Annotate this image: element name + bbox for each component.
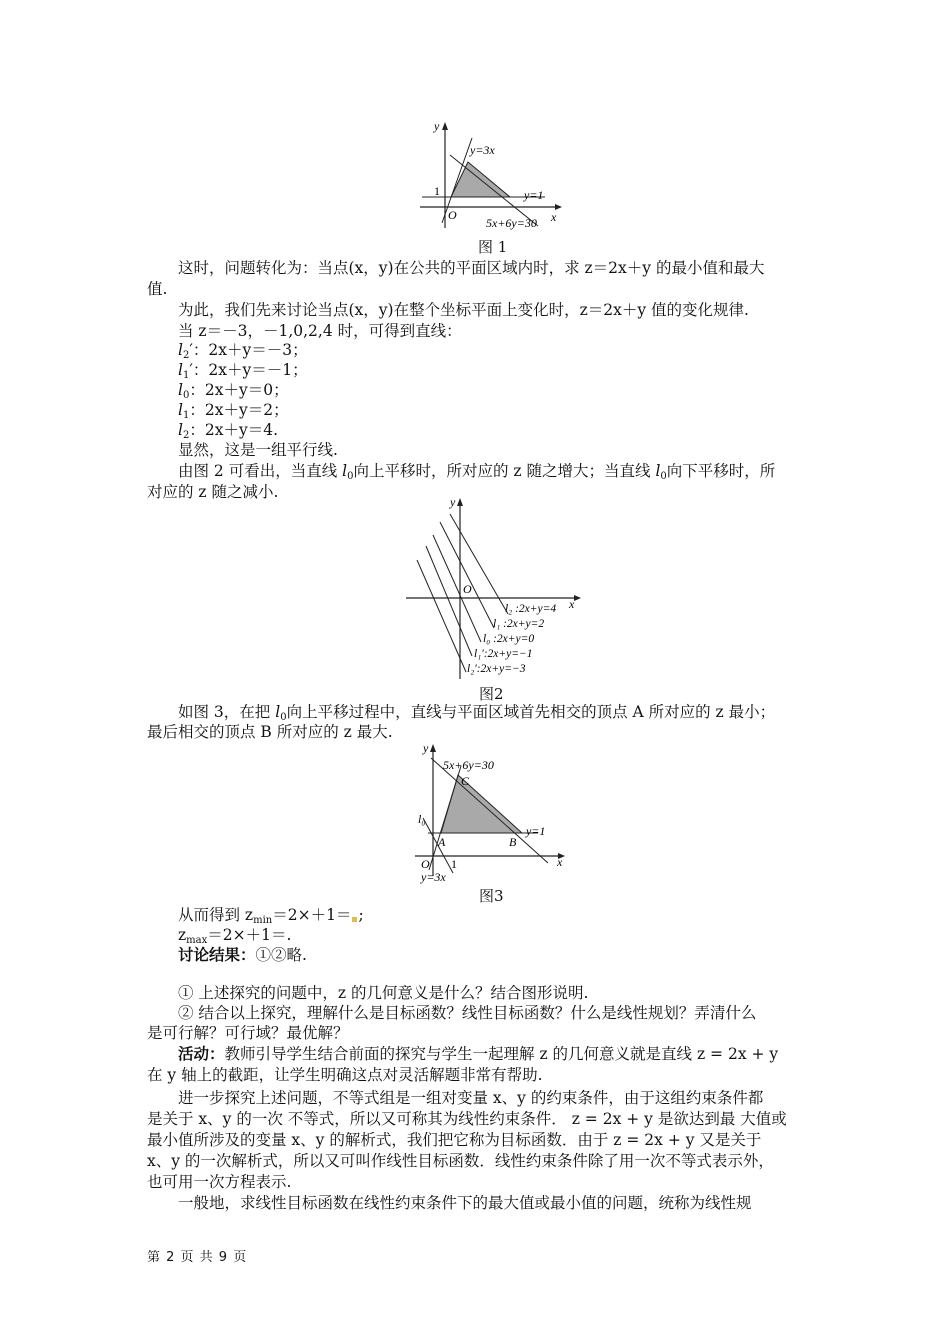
fig3-label-B: B xyxy=(509,835,517,849)
fig1-label-x: x xyxy=(551,210,557,224)
fig1-label-y1: y=1 xyxy=(524,188,544,202)
fig3-label-y3x: y=3x xyxy=(421,870,446,884)
fig1-label-O: O xyxy=(448,208,457,222)
fig3-label-C: C xyxy=(461,774,470,788)
fig2-label: l₁′:2x+y=−1 xyxy=(474,648,533,660)
fig1-label-line: 5x+6y=30 xyxy=(486,216,537,230)
paragraph-line: 最小值所涉及的变量 x、y 的解析式，我们把它称为目标函数．由于 z = 2x + y 又是关于 xyxy=(147,1131,762,1149)
discussion-result: 讨论结果：①②略. xyxy=(178,945,307,964)
figure-1-caption: 图 1 xyxy=(478,238,508,256)
fig2-label-y: y xyxy=(450,495,456,509)
fig2-label: l₂ :2x+y=4 xyxy=(505,603,557,615)
line-equation: $l_1$：2x＋y＝2； xyxy=(178,401,289,421)
paragraph-line: x、y 的一次解析式，所以又可叫作线性目标函数．线性约束条件除了用一次不等式表示外， xyxy=(147,1152,774,1170)
line-equation: $l_2$：2x＋y＝4. xyxy=(178,421,278,441)
paragraph-line: 对应的 z 随之减小. xyxy=(147,483,279,501)
paragraph-line: 进一步探究上述问题，不等式组是一组对变量 x、y 的约束条件，由于这组约束条件都 xyxy=(178,1089,764,1107)
fig3-label-x: x xyxy=(557,855,563,869)
paragraph-line: 一般地，求线性目标函数在线性约束条件下的最大值或最小值的问题，统称为线性规 xyxy=(178,1194,752,1212)
line-equation: $l_2'$：2x＋y＝－3； xyxy=(178,341,308,361)
fig1-label-y3x: y=3x xyxy=(470,143,495,157)
figure-3-caption: 图3 xyxy=(479,887,504,905)
fig3-label-y: y xyxy=(423,741,429,755)
figure-2-caption: 图2 xyxy=(479,685,504,703)
figure-3 xyxy=(413,738,573,888)
paragraph-line: 显然，这是一组平行线. xyxy=(178,441,338,459)
page-footer: 第 2 页 共 9 页 xyxy=(147,1250,248,1265)
paragraph-line: 也可用一次方程表示. xyxy=(147,1173,292,1191)
paragraph-line: 这时，问题转化为：当点(x，y)在公共的平面区域内时，求 z＝2x＋y 的最小值和最大 xyxy=(178,259,765,277)
activity-paragraph-cont: 在 y 轴上的截距，让学生明确这点对灵活解题非常有帮助. xyxy=(147,1066,543,1084)
figure-1 xyxy=(420,118,570,238)
paragraph-line: 是关于 x、y 的一次 不等式，所以又可称其为线性约束条件． z = 2x + y 是欲达到最 大值或 xyxy=(147,1110,787,1128)
result-zmin: 从而得到 $z_{min}=2\times+1=$ ; xyxy=(178,906,364,926)
fig3-label-O: O xyxy=(421,857,430,871)
fig3-label-l0: l₀ xyxy=(418,812,426,826)
fig2-label: l₁ :2x+y=2 xyxy=(493,618,545,630)
fig3-label-1: 1 xyxy=(451,857,457,871)
fig1-label-y: y xyxy=(434,119,440,133)
paragraph-line: 由图 2 可看出，当直线 $l_0$向上平移时，所对应的 z 随之增大；当直线 $l_0$向下平移时，所 xyxy=(178,462,776,482)
activity-paragraph: 活动：教师引导学生结合前面的探究与学生一起理解 z 的几何意义就是直线 z = 2x + y xyxy=(178,1044,779,1063)
fig3-label-line: 5x+6y=30 xyxy=(443,758,494,772)
fig2-label-O: O xyxy=(463,582,472,596)
paragraph-line: 如图 3，在把 $l_0$向上平移过程中，直线与平面区域首先相交的顶点 A 所对应的 z 最小； xyxy=(178,703,776,723)
question-2-cont: 是可行解？可行域？最优解？ xyxy=(147,1024,349,1042)
paragraph-line: 值. xyxy=(147,280,168,298)
feasible-region xyxy=(441,775,522,833)
fig2-label: l₀ :2x+y=0 xyxy=(483,633,535,645)
line-equation: $l_1'$：2x＋y＝－1； xyxy=(178,361,308,381)
question-2: ② 结合以上探究，理解什么是目标函数？线性目标函数？什么是线性规划？弄清什么 xyxy=(178,1004,757,1022)
paragraph-line: 最后相交的顶点 B 所对应的 z 最大. xyxy=(147,723,393,741)
fig3-label-y1: y=1 xyxy=(526,824,546,838)
fig1-label-1: 1 xyxy=(434,184,440,198)
fig2-label: l₂′:2x+y=−3 xyxy=(467,663,526,675)
fig2-label-x: x xyxy=(569,597,575,611)
line-equation: $l_0$：2x＋y＝0； xyxy=(178,381,289,401)
paragraph-line: 当 z＝－3，－1,0,2,4 时，可得到直线： xyxy=(178,322,462,340)
result-zmax: $z_{max}=2\times+1=$. xyxy=(178,926,292,946)
fig3-label-A: A xyxy=(438,835,446,849)
figure-2 xyxy=(404,494,589,684)
paragraph-line: 为此，我们先来讨论当点(x，y)在整个坐标平面上变化时，z＝2x＋y 值的变化规律. xyxy=(178,301,749,319)
question-1: ① 上述探究的问题中，z 的几何意义是什么？结合图形说明. xyxy=(178,984,589,1002)
